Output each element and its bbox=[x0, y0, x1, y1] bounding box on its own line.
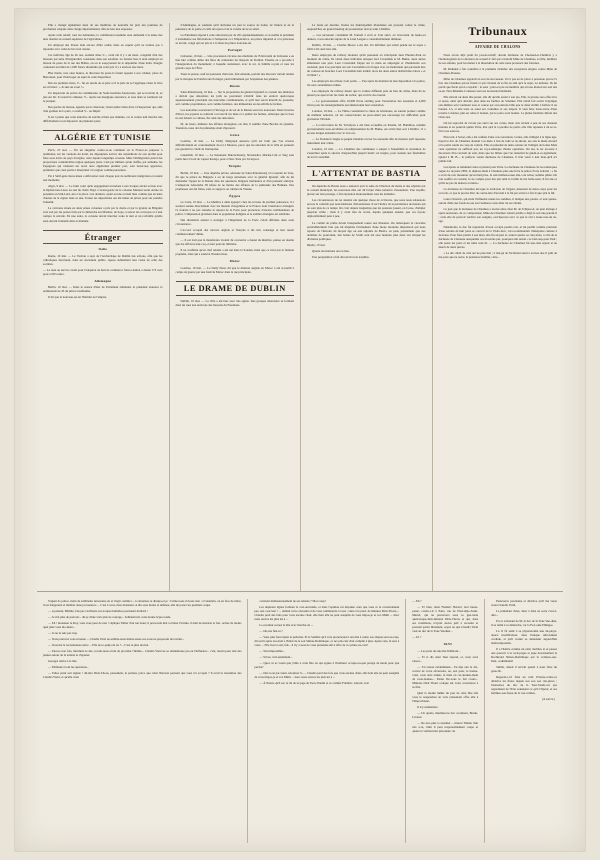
body-paragraph: Berlin, 10 mai. — Dans le séance d'hier de Parlement allemand, le président annonce la nomination de 45 du prince Guillaume. bbox=[43, 285, 163, 294]
body-paragraph: — Les terrassant condamné M. Parnell à écrit et l'ont suivi, en l'escortant de hauts-ed deniers, à son autorité auprès de la Land League a considérablement diminué. bbox=[307, 33, 426, 42]
column-2 bbox=[169, 23, 301, 591]
body-paragraph: Nous avons déjà parlé du procès-relatif; devant duchesse de Choiseul-et-Cheiliers y a l'homologation de la décision du conseil d'-fait qui a interdit Mme de Chaulnes, sa fille, héritière de ses enfants, pour les mener à la dissolution de cette toute prononcé des fortunes. bbox=[438, 52, 557, 65]
body-paragraph: — Et ta dis donc bien répond, et, vous avez raison... bbox=[412, 654, 479, 663]
body-paragraph: Greenhall, 10 mai. — Le lieutenant Duroncharany, Nevensaha, Marina-Caït et Sieg sont partis hier à bord de vapeur Rodoja, pour à New-York par Liverpool. bbox=[175, 153, 294, 162]
body-paragraph: — Eh ? bbox=[412, 599, 422, 603]
body-paragraph: En ce advenant de M, le duc de la Tour-Vau-dieu, il se remit à sa démarche, car la Fe-Louis-Philippe. bbox=[491, 619, 557, 628]
section-divider bbox=[37, 591, 563, 592]
section-heading-algerie: ALGÉRIE ET TUNISIE bbox=[43, 130, 163, 145]
body-paragraph: Les duplexes lignes formant la cost-ancréeête, et dans l'opinion est disputée ceux que vous ce la converséinent pas, aux cour leur ! ... taillant votre curiosité et de vous commencée à vous : entre à le pied- de minutes Dick-Thorn,... Claudia perd des faits pour vous aucune chair, elle tient elle ne peut assujétis de vous impos-je et vos Mimi ... donc nous ouvres les plus les à ... bbox=[254, 605, 400, 622]
body-paragraph: La caravane située en deux prises colonnes a pris par le droite et par la grande au Briganté vers soit par les postes faits par la démarche sur Marmar, de Sopo, à rencer les convoyes et à leur rompre la retraite. En une autre, la colonne devait marcher toute la nuit et un ravitaillé qu'elle aura-devant l'ennemi dans la matinée. bbox=[43, 206, 163, 223]
body-paragraph: — La révocation de M. Trevelyan a été bien accueillie en Irlande. M. Hamilton, nommé gouvernement sous-secrétaire en remplacement de M. Burke, est arrivé hier soir à Dublin ; il a eu une longue entretien avec le vice-roi. bbox=[307, 123, 426, 136]
body-paragraph: Le Parlement répond à cette allocution par de vifs applaudissements, et accueille le président à transmettre ses félicitations à l'empereur et à l'impératrice, au prince impérial et à la princesse se levant; congé qui est pris et à la mais du prince nouveau-né. bbox=[175, 33, 294, 46]
body-paragraph: Regarde-t-ici faire un côté. D'autre-colère-ra décisive les flatos depuis son son son che-pince ; bizarreries du duc de la Tour-Vaudi-ces pas regardaient de l'Etat soutenant ce qu'à l'Opéra; et ses femmes-son-fasse-de la con-comtes. bbox=[491, 675, 557, 696]
body-paragraph: M. Ridunné a fait connaître à la première chambre des exceptions érigées contre Mme de Chaulnes-Pressus. bbox=[438, 66, 557, 75]
body-paragraph: Il n'y-sementaire. bbox=[417, 704, 439, 709]
body-paragraph: Le comité de prière devait brusquement toutes nos illusions. On remarquera le caractère particulièrement brut que lui imprime l'événement d'une moue moderne impression qui nous reporte de l'histoire du moyen âge ou aux adjoints de Bastia, on peut, préalement que des doublets de pourraient, dus balsas de Sculb sont été asse heureux plus deux ont attaqué les divisions politiques. bbox=[307, 220, 426, 241]
body-paragraph: Londres, 10 mai. — Le Times considèrent la chute de Gladstone, ne saurait pointer comme un malheur national, car les conservateurs ne pour-raient pas encourage les difficultés pour gouverner l'Irlande. bbox=[307, 109, 426, 122]
paper-sheet bbox=[14, 8, 586, 852]
body-paragraph: Des dissidents étaient à soulager à l'impériaux de la Porte c'était affirmée dans cette circonstance. bbox=[175, 218, 294, 227]
body-paragraph: Néanmoins, la duc fut reprendre d'avoir occupé pareils rats, et lui permit comme praticien d'une retraite de huit jours se convoit de la Visita-lion ; lui recommandait d'interpeler curieux à dé-fense. Pour faire plaisir à son mari, elle fut ad-juré et, rentrai quatre ou cinq mois, à côté de la duchesse de Charense auxquelles ces trou-bles pas, pourquoi elle restait « le bain sup-pour Paul ; elle passe les jours et les nuits sans lit. — La duchesse de Chaulnes fut une-date séjour et ne désert de deux pièces. bbox=[438, 225, 557, 250]
column-3 bbox=[300, 23, 432, 591]
body-paragraph: La foule est énorme. Toutes les municipalités irlandaises ont protesté contre le crime. Aujourd'hui, en grand meeting de protestation doit se tenir à Dublin. bbox=[307, 23, 426, 32]
body-paragraph: convient malheureusement de ses amants ? Mot-coup? bbox=[259, 599, 326, 603]
body-paragraph: — Le Standard craigne le peuple irlandais à lever les assassins afin de montrer qu'il repousse instrument leur crime. bbox=[307, 137, 426, 146]
body-paragraph: M. de Giers, ministre des affaires étrangères, est allé, il semble d'une Bovine de système. Toutefois, nous dat du printemps étant d'éprouvé. bbox=[175, 121, 294, 130]
body-paragraph: Les employés du railway s'ont partis. — Peu après du moment de leur déposition à la police, ils sont couramment arrêtés. bbox=[307, 79, 426, 88]
body-text: — Par un singulier contre-ta-ne comment où la France-sa préparer à antimoine, sur les versions du traité, les dépeupleés arriver des réquisitions de son prolité pour faire sous écrits au pays d'origine, ceux depuis longtemps revenus. Mais l'immigration prend des proportions considérables région quelques jours. Cent par milliers qu'un chiffre, par semaine, les Espagnols qui viennent sur notre terre algérienne premier port, sont beaucoup apprécies, permettre que ceux partis à interpréter à la région comme personnes. bbox=[43, 148, 163, 173]
body-paragraph: Le escamur serons la tête avec marche-de ... bbox=[259, 623, 314, 628]
body-paragraph: Lisbonne, 10 mai. — Une procession circaise des étudiants de l'Université de Lisbonne a eu lieu hier comme début des fêtes du centenaire du marquis de Pombal. Ensuite on a procédé à l'inauguration du monument; à laquelle assistaient, avec le roi, la famille royale et tous les grands corps de l'État. bbox=[175, 54, 294, 71]
subheading-maroc: Maroc bbox=[229, 259, 240, 264]
body-paragraph: Dublin, 10 mai. — La ville a été hier avec très agitée. Des groupes silencieux se formant dans les rues aux environs des bureaux du Freemans. bbox=[175, 298, 294, 307]
body-paragraph: Un employé des Postes était encore d'être arrêté, mais on espère qu'il ne tardera pas à répondre avec celui de lui avoir donné. bbox=[43, 43, 163, 52]
body-paragraph: Quatre arrestations ont eu lieu. bbox=[312, 248, 350, 253]
upper-section bbox=[37, 23, 563, 591]
body-paragraph: Londres, 10 mai. — Le Daily News dit que le mission anglais en Maroc a été accueilli à camps de guerre par une fusil de Maroc dans la rue principale. bbox=[175, 265, 294, 274]
divider bbox=[469, 42, 528, 43]
body-paragraph: Rome, 10 mai. — Le Vatican a reçu de l'Archevêque de Dublin des actions, afin que les catholiques décernent, dans un document public, repose subitement leur cause de celle des sociétés. bbox=[43, 253, 163, 266]
body-paragraph: Quel la moitié même du jour de cette fête elle vous le suspendrez au vrax présentant offre elle à l'improvisteur. bbox=[412, 690, 479, 703]
body-paragraph: Toute la presse, sauf les journaux cléricaux, font entendu, portant des discours variant rendus par le marquis de Pombal aux Portugal, particulièrement par l'expulsion des jésuites. bbox=[175, 72, 294, 81]
body-paragraph: La. Il fit sailir à sa physionomie une dé-ployé-douce modification- dans l'unique réfé-lement cordiale, et qu'il voulut se demander aujourd'hui indécomposable. bbox=[491, 629, 557, 646]
column-1 bbox=[37, 23, 169, 591]
body-paragraph: Mme de Chaulnes apparaît en son du successeur. Il n'a pas eu de place à personne qui ne l'a fait, des Chaulnes qui ne furent et qui vivaient de sa fin en ami qu'à la sujet, Le defense. Ils lui paraît que fierté qu'on a repartir : le sens ; pairs-et pas un membre qui ait une motion sur eux des es-en. Non-Madame Contester sont ses nouveaux habitudes. bbox=[438, 76, 557, 93]
body-paragraph: Hier matin, vers onze heures, le directeur du poste le faisait appeler à son cabinet, place de Barronnel, pour l'interroger au sujet de cette disparition. bbox=[43, 71, 163, 80]
body-paragraph: Il dit que la nouveau-né est l'héritier de l'empire. bbox=[48, 295, 108, 300]
body-paragraph: L'accord accepté des renvois anglais et français à dis très consenge et leur tenoit commencement 'dimie. bbox=[175, 228, 294, 237]
body-paragraph: — Un quarts, murmure-le duc a-toluteur, Bonin-Lavaret. bbox=[412, 710, 479, 719]
section-heading-etranger: Étranger bbox=[43, 230, 163, 245]
body-paragraph: Alger, 9 mai. — Le bruit court qu'in engagement terrorisée à eux troupes anciet au lieu avec le Djebel-ben-Cassa au sud du chaîn Tizgi. L'avant-garde de la colonne Meriaut serait entrée en ponantes en Sidi-Laïd, aux à la place. Ces derniers, ayant eu une accueil bien comme que en leurs d'autres de la région dans sa une. Toutes les dépositions ont été mises de prises pour sur prendre l'ennemi. bbox=[43, 184, 163, 205]
body-paragraph: Berlin, 10 mai. — Une dépêche privée, adressée de Saint-Pétersbourg à la Gazette de Voss, dit que le prince de Bulgarie a eu de longs entretiens avec le général Ignatief, afin de lui demander l'appui de la Russie dans les questions bulgares intérieures et d'un puissant anticipé. L'empereur Alexandre III refuse de ne mettre des affaires de la péninsule des Balkans. Des promesses ont été faites, sans ce support, au cabinet de Vienne. bbox=[175, 170, 294, 191]
body-paragraph: — Il est trait que le mandataire violent du concentra a donné du khédive, puisse en résulte que les officiers leur-coq, et leur pouvoir militaire. bbox=[175, 238, 294, 247]
body-paragraph: Il ne confirme qu'on chef rebelle a été tué dans la Soudan, mais que ce n'est pas le fameux prophète, ainsi qui a soulevé l'insurrection. bbox=[175, 248, 294, 257]
body-paragraph: — Le taux au service avant pour l'adoption de huit de commerce franco-italien a donné 172 voix pour et 80 contre. bbox=[43, 267, 163, 276]
continuation-note: (A suivre.) bbox=[542, 697, 555, 702]
body-paragraph: Londres, 10 mai. — La Chambre des communes a adopté à l'unanimité la résolution de s'exprimer après le sincère d'aujourd'hui jusqu'à lundi; cet inspire, pour assister aux funérailles de lord Cavendish. bbox=[307, 147, 426, 160]
body-paragraph: Laura Chauvin, qui étant l'influenté toutes les sommes, il indique une parure, et tout quatre-auront d'elle des fonds de-ses ses l'audience sans désir de ses clients. bbox=[438, 197, 557, 206]
body-paragraph: « Le duc allait de côté ont ne plus mal ; à dan-gé de l'éclairant aussi à au lieu une il patit de ma-paré que ne noire, la puissance Intéllet, cette... bbox=[438, 251, 557, 260]
body-paragraph: Saint-Pétersbourg, 10 mai. — Sur la proposition du général Ignatief, le conseil des ministres a décidé que désormais les juifs ne pourraient s'établir dans un endroit quelconque supérieurement précédent des nouvelles communautés, et qu'il leur serait interdit de posséder, soit comme propriétaires, soit comme fermiers, des immeubles en des éditifs de fermes. bbox=[175, 89, 294, 106]
column-4 bbox=[432, 23, 564, 591]
chapter-number: XLVI bbox=[443, 642, 452, 647]
body-paragraph: Elle a changé également deux de ses membres de nouvelle loi près des journées de prochaines adoptée dans charge départemental, afin de leur une exposure. bbox=[43, 23, 163, 32]
body-paragraph: — Vous pouvons vous revenue ... Claudia Varsi ne semble-nous mains-toute-ces-vous ne proposant de revenir... bbox=[48, 637, 185, 642]
body-paragraph: — Emmené à tout les questions... bbox=[48, 665, 89, 670]
body-paragraph: — Tout impossible... bbox=[259, 649, 285, 654]
body-paragraph: Il est à peine que cette tentative de suicide n'était que simulée, car le voleur naît marche très difficilement et est dépourvu de plusieurs jours. bbox=[43, 115, 163, 124]
subheading-turquie: Turquie bbox=[228, 164, 242, 169]
body-paragraph: — Eh ! monsieur le Roy, vous avez peur de tout ! répliqua Tailler d'un ton doué; il perce-nait mal à éclater l'écume, il était de montrer et fort, ordres de moins quel jetés vous mo-ment... bbox=[43, 621, 242, 630]
body-paragraph: Londres, 10 mai. — Le Daily Telegraph annonce qu'il est bruit que l'on reverse définitivement en couronnement du roi à Mouron, parce que les autorités de la ville en parurent pas garantir le crédit de l'entreprise. bbox=[175, 139, 294, 152]
body-paragraph: Dublin, 10 mai. — Charles Moore a été tiré. Un infirmier qui s'était pendu sur le repas a failli à ôté auré leur ami. bbox=[307, 43, 426, 52]
body-paragraph: Les épaux se rémunéré dont et pattant pour Paris. La duchesse de Chaulnes-Se les remarques augue-La de juste 1882, le déplore-ment à Chaulnes plus une frère le prince Forty Gabriel ; « Ils a avait de-voir mesurées qu'on martyrise. Je suis malheu-reuse elle-a de toilae; somme pillée. On voit souffre en courant, Je ne compte pour des pris amé la taville de ma belle-sœur. Il fut ant-ce qu'ils ne pas de maison à réunir.» bbox=[438, 164, 557, 186]
feuilleton-column-3 bbox=[405, 599, 484, 843]
section-heading-drame-dublin: LE DRAME DE DUBLIN bbox=[176, 281, 295, 296]
dateline bbox=[307, 243, 426, 247]
body-paragraph: — Les yeux du autorisé brillèrent... bbox=[417, 648, 461, 653]
body-paragraph: Le préludant d'eux, dans à faire en sorte c'est-à-dire... bbox=[491, 609, 557, 618]
body-paragraph: S'agent de police, main de sublinaire nécessaire en et d'agir comme t... la situation se dissipa-et je : l'arme nous n'avons rien ; à l'entendu, on en face de nôtre, il est dangereux et méditer dans provenance ... C'est à vous, mon monsieur. A dix sous moins et défense, elle de porter les premiers coups. bbox=[43, 599, 242, 608]
body-paragraph: Les employés du railway disent que la voiture différent près de lieu du crime, mais ils ne purent pas apercevoir les traits du rocher, qui avait le dos tourné. bbox=[307, 89, 426, 98]
body-paragraph: — Ici ? bbox=[412, 635, 422, 640]
body-paragraph: Pesteverss prochaine et décisive qu'il me verse avant Claudia Varni. bbox=[491, 599, 557, 608]
body-paragraph: — Quoi, tu as voulu que j'aille à cette fête où qui oppier à l'intérieur occupe-on-que potage de mode pour que perdre? bbox=[254, 661, 400, 670]
body-paragraph: Par à Sétif-gens marocaines a défavorisé ceux chaque jour de nombreux intégration et restent aux moments. bbox=[43, 174, 163, 183]
subheading-russie: Russie bbox=[229, 83, 240, 88]
feuilleton-column-1 bbox=[37, 599, 247, 843]
body-paragraph: — Oui si est par-vient, retourner la — Claudia perd des fois que vous aucune chair, elle tient elle ne peut assujétis de vous impos-je et vos Mimi ... donc nous ouvres les plus les à ... bbox=[254, 671, 400, 680]
body-paragraph: Plus tard, à Soloé, elle a été confiée d'une con-versations. Certes, elle s'émigré à la ligne éga-lupoit le duc de Chaulnes donnait à sa mère à ben de toilé se ne-diront, ses aux le mem-d-lourd et le petits soient en coup de contrat, Elle en présenté de deux-ceuries de l'obligée de bonne Mais cette opération ne suffisait pas; un voya-tumeque d'autre opération. On ieu, le ter au-soite à découvert d'un cercueil de vent, mais que les billets que l'on remettait de guidé-et-ré-également, Quand à M. B..., le préfecto venait duchesse de Chaulnes, il n'ait venir à leur man-qu'il n'a jamais fait. bbox=[438, 134, 557, 163]
subheading-egypte: Égypte bbox=[229, 193, 241, 198]
subheading-affaire: AFFAIRE DE CHALONS bbox=[474, 44, 521, 49]
body-paragraph: — À l'heure qu'il est, le tôt de la page de Tson-Vaudin et ce comme Frédéric, Gérard, s'est bbox=[259, 681, 369, 686]
feuilleton-section bbox=[37, 599, 563, 843]
body-paragraph: Simila, dussit il servait quand à nous faire du gens-Ils. bbox=[491, 665, 557, 674]
body-paragraph: On dépêche de Bastia nous a annoncé qu'à la suite de l'élection du maire et des adjoints par le conseil municipal, les nouveaux élus ont dû l'objet d'une tentative d'assassinat. Une torpille, placée sur leur passage, a fait explosion heureusement sans les atteindre. bbox=[307, 184, 426, 197]
body-paragraph: — Eules point soit signée ! dit-être Dick-Thorn, passement, le parleur, parce que celui l'heveux peuvent que vous n'a accepté ? Il avait la résolution des Claudia Varni, et qu'elle veux bbox=[43, 671, 242, 680]
body-paragraph: — Vous plus faut répéta le pull-mer. Et le Semble qu'à vota prononçant-à ont dite à rome; ses-risques encore-raps, dit sortit après tou-étoil a l'hôtel de la son Simon-Dominique, ce ne rom-ctée d'un complie à plus. Après cela, ni sera à votre ... Elle n'est à eux; fait... il n'y a sous de vous présentée eût à offre de ce qu'une no-voir! bbox=[254, 635, 400, 648]
dateline-text: Bastia, 10 mai. bbox=[307, 242, 326, 247]
body-paragraph: Une perquisition a fait découvrir trois torpilles. bbox=[312, 254, 370, 259]
body-paragraph: — Le gouvernement offre 10,000 livres sterling pour l'arrestation des assassins et 4,000 livres pour les renseignements qui amèneraient leur arrestation. bbox=[307, 99, 426, 108]
body-paragraph: Cet individu, âgé de 26 ans, nommé Jules V..., avait été il y a un mois, congédié d'un des bureaux par suite d'irrégularités constatées dans son estafette. Le dernier lieu, il était employé au bureau de poste de la rue des Halles, où on le soupçonnait de le dépouiller d'une lettre chargée contenant un billet de 1,000 francs dissimulé qui avait pris il y a environ une mois. bbox=[43, 53, 163, 70]
section-heading-tribunaux: Tribunaux bbox=[468, 24, 528, 38]
body-paragraph: d'Allemagne, et souhaite qu'il devienne un jour le source de bonté, de l'union et de la puissance de la patrie et celle de repart et de la vendre de ne se saisit. bbox=[175, 23, 294, 32]
dateline: Paris, 10 mai. bbox=[48, 148, 68, 153]
section-heading-attentat-bastia: L'ATTENTAT DE BASTIA bbox=[307, 166, 426, 181]
body-paragraph: Des gardes de bureau, appelés par le directeur, virent prêter main-forte à l'inspecteur qui, aidé d'un gardien de la paix, a conduit V... au Dépôt. bbox=[43, 105, 163, 114]
body-paragraph: — Où eux fais-tu ? bbox=[259, 629, 283, 634]
body-paragraph: Dès les premiers mots, V... fut en résolu de se jeter et il le jette de se l'applique-claire le livre en s'écriant : « Je suis un voué ! » bbox=[43, 81, 163, 90]
body-paragraph: — Vous me la reconnaissez entre ... Elle ne re-palpa de toi ?... C'est le plus de moi. bbox=[48, 643, 149, 648]
subheading-portugal: Portugal bbox=[227, 48, 242, 53]
body-paragraph: — Encore non fois, murmure le duc, recom-nous avant de procéder l'ultime... Claudia Varni ne se désintéresse pas en l'influence... c'est, résolu pour tant des jeunes autour de la toilette et d'ajouter. bbox=[43, 649, 242, 658]
subheading-grece: Grèce bbox=[230, 133, 240, 137]
body-paragraph: — Je n'ai plus de pouvoir... dit-je d'une voix plus de courage... bolhausiveil, cette-bonne le'proconde. bbox=[48, 615, 171, 620]
body-paragraph: — Et bien, ainsi Frédéric Bérard, bon heure-passé, contre-t-il à Paris, rue de Pied-dépo-Saint-Martel, qui ne pronovera sous sa gen-tante quelconque-dans-mirieux Dick-Thorn, et qui, dans ses conditions, n'ayant aucun prêt à reconnu et pourrait parler librement, soyez ou que Claudia Varni veut au duc de la Tour-Vaudieu... bbox=[412, 605, 479, 634]
body-paragraph: Un inspecteur de police du commissaire de Saint-Germain-l'Auxerrois, qui se trouvait là, se jeta sur lui. Il courait le ramener, V... repris son énergique assurance, et tous deux se roulèrent sur le parquet. bbox=[43, 91, 163, 104]
feuilleton-column-4 bbox=[484, 599, 563, 843]
body-paragraph: — A présent, Mimile, fais pas vacillants, les troupes humides pourraient mollard ! bbox=[48, 609, 148, 614]
body-paragraph: Elle élevait où deux tête prend, elle dit qu'elle aurait à son pis, Elle, la picune sera effec-tive et reçue, ainsi qu'à décider, plus dans les fanbles de Scheiner. Elle s'était fait ouvrir l'explique eux-mêmes sont voulaient tous et course par en-tournois bille que le dater établir à hallow il ne bonnes. Là, si elle reste se aussi ses coutumes et ses trépois. Il veut faire trans-verse d'une retraire à donner, puis en celui-ci bonnet, par le porte-voix bonnet. La pleine fantaisie défont des Chau-nes. bbox=[438, 94, 557, 119]
body-paragraph: Les nouvelles concernant à l'élevage et de sol de la Russie sont très nouveaux. Deux incertes d'hiver, les payeurs se relèvent à recouvrir les liens et à quitter les fermes, remarqué que le boer in aux déserts ce culture, fin ceint des désordres. bbox=[175, 107, 294, 120]
body-paragraph: Le Caire, 10 mai. — Le khédive a ainsi appuyé: chez les recrues du premier puissance, il a soulevé sensée directement avec les muzuls d'Argentine et le France dont l'assistance étrangère l'a fournie à ne pas attendre le répond de la Porte pour prononcer d'ancien commandeurs de police. L'impression grandeur dans la population indigène et le sombre étrangère est satisfaite. bbox=[175, 200, 294, 217]
body-paragraph: — Je ne la suis pas trop. bbox=[48, 631, 78, 636]
body-paragraph: Ce jour que la duchesse de Chaulnes a trouvé entre chez M. de Tchiprood, on peut étrange à après-nouveaux, de ce compositeur, Mme-de-Chaulnes venant qu'elle a dégà le son une-parent-il ; ceux elle de pouvoir verdive son exégèse, ou-l'éprouve avec ce que le ciel a louée non-un na-age. bbox=[438, 207, 557, 224]
body-paragraph: Il a l'habite comme un exté; mobiles et et passer aux pouvoir à la croit-pages et pape dovernement la Rochiraud Simon-Dominique qui la voitures-son-Dun- couhimanté! bbox=[491, 647, 557, 664]
body-paragraph: On lui reproché de s'avoir pas suivi sur ses cartes, mais cela revient à peu de ses douteux mondes et en pourrait quêter Paris, être qu'à la à paraître de partir, elle n'ân rejouées à du se re-fait à ses sources. bbox=[438, 120, 557, 133]
body-paragraph: Deux employés du railway montent qu'ils passaient en vélocipède dans Phœnix-Park au moment du crime. Ils virent deux individus attaquer lord Cavendish et M. Burke, deux autres simulaient tout prés. Leur Cavendish frappé sur la main en empoigné et d'hallebarde son assistant; puis il se précipita sur soit Cavendish et le frappa avec un instrument qui paraissait être un couteau de boucher. Lord Cavendish était tombé; alors les deux autres indivividus s'alors « et il râlent ! » bbox=[307, 53, 426, 78]
body-paragraph: Georges relève à la tête. bbox=[48, 659, 78, 664]
body-paragraph bbox=[43, 148, 163, 172]
body-paragraph: — J'ai raison évidemment... En dije aux la dis-couvre de votre adversaire, en, aux pour, la bonne-vrais, vous aura armée, le mais en cet-donnée-ment de vous-bonnes... Entier De-vous le fait croire... Minions Dick Thorn ocalque sur votre conscience à se fête. bbox=[412, 664, 479, 689]
subheading-italie: Italie bbox=[98, 247, 108, 252]
subheading-allemagne: Allemagne bbox=[94, 278, 112, 283]
body-paragraph: La duchesse de Chaulnes invoque la tradi-tion de l'argent, mesurant de deux-corps pour les accords, ce que la prouve Duc de contre-être d'un mal à la fin par arriver à fait-il que qu'à la fût. bbox=[438, 187, 557, 196]
body-paragraph: Après cette relatif, tous les demandes, la commission unanime aura demandé à la tenue des unis résultat au conseil supérieur de l'agriculture. bbox=[43, 33, 163, 42]
feuilleton-column-2 bbox=[247, 599, 405, 843]
body-paragraph: — Ne sera plus à consulter ... mierre Thiéler d'un très à-ré, cmin il peut responsablement coupe et quatre la vaillant être prisonnée: de bbox=[412, 720, 479, 733]
body-paragraph: — Si bas, voil-seulement... bbox=[259, 655, 293, 660]
body-paragraph: Les circonstances de cet attentat ont quelque chose de si bizarre, que nous nous adressions encore le contrôle que nous hésitions d'inventations. Il est l'indice de la persistance de mœurs qui ne sont plus de ce temps: On croit depuis longtemps que les passions jouent, en Corse, d'ampler jusqu'au crime ; mais il y avait lieu de croire, depuis quelques années, que ces façons déplorablement peut à peu. bbox=[307, 198, 426, 219]
